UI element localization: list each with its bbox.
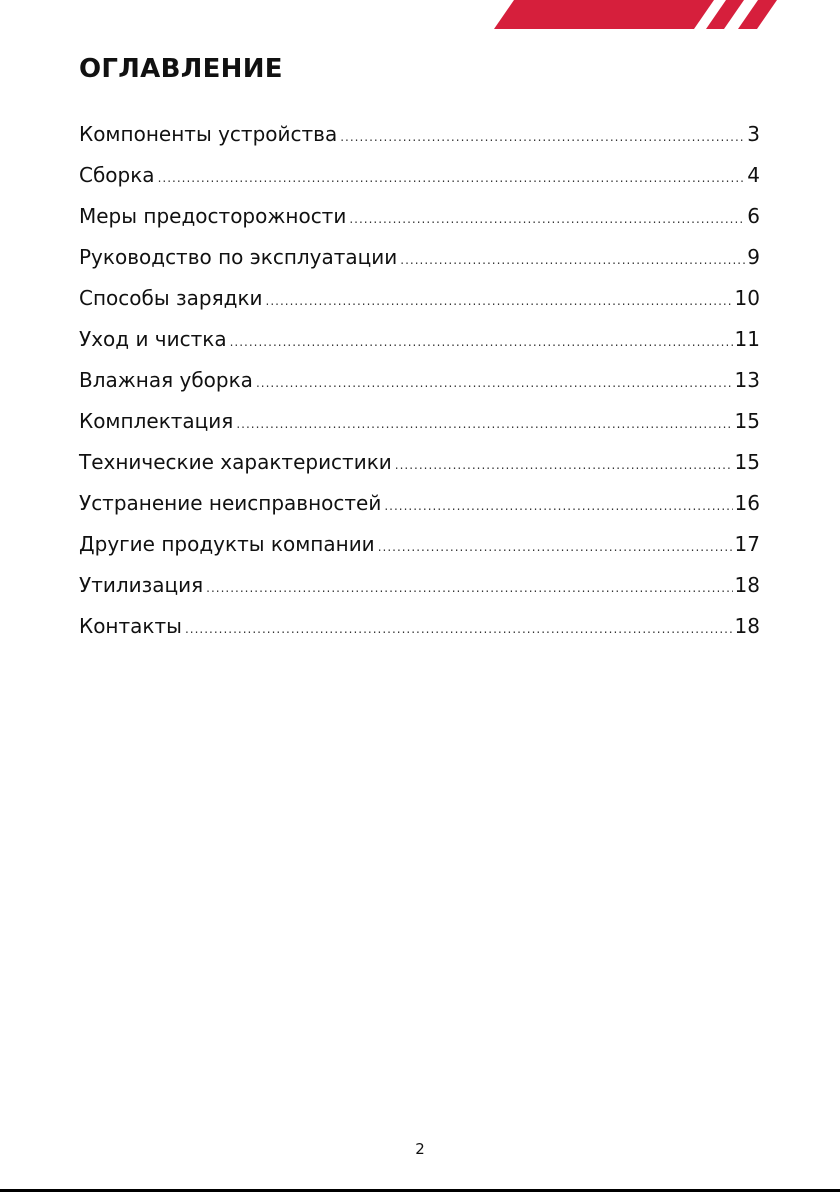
brand-stripe-middle xyxy=(706,0,744,29)
toc-dot-leader xyxy=(236,404,732,445)
toc-entry-title: Сборка xyxy=(79,163,155,187)
toc-dot-leader xyxy=(158,158,746,199)
toc-dot-leader xyxy=(400,240,745,281)
toc-entry[interactable] xyxy=(79,278,760,319)
toc-entry-page: 6 xyxy=(747,204,760,228)
toc-entry-title: Контакты xyxy=(79,614,182,638)
toc-dot-leader xyxy=(185,609,733,650)
toc-entry-page: 18 xyxy=(734,573,760,597)
toc-entry-page: 9 xyxy=(747,245,760,269)
toc-entry[interactable] xyxy=(79,360,760,401)
toc-dot-leader xyxy=(378,527,733,568)
toc-entry[interactable] xyxy=(79,196,760,237)
brand-stripe-large xyxy=(494,0,714,29)
page-title: ОГЛАВЛЕНИЕ xyxy=(79,54,283,84)
toc-entry-title: Комплектация xyxy=(79,409,234,433)
toc-entry[interactable] xyxy=(79,319,760,360)
toc-dot-leader xyxy=(266,281,733,322)
brand-stripes-decoration xyxy=(0,0,840,40)
toc-entry-title: Уход и чистка xyxy=(79,327,227,351)
toc-entry-title: Утилизация xyxy=(79,573,204,597)
toc-entry-title: Способы зарядки xyxy=(79,286,263,310)
toc-entry-page: 16 xyxy=(734,491,760,515)
toc-dot-leader xyxy=(256,363,733,404)
toc-entry[interactable] xyxy=(79,565,760,606)
toc-entry-title: Влажная уборка xyxy=(79,368,253,392)
toc-entry[interactable] xyxy=(79,606,760,647)
toc-entry[interactable] xyxy=(79,442,760,483)
toc-entry[interactable] xyxy=(79,114,760,155)
toc-dot-leader xyxy=(340,117,745,158)
toc-entry-page: 3 xyxy=(747,122,760,146)
toc-entry-page: 15 xyxy=(734,450,760,474)
toc-entry-title: Технические характеристики xyxy=(79,450,392,474)
toc-entry-page: 10 xyxy=(734,286,760,310)
toc-entry-title: Компоненты устройства xyxy=(79,122,338,146)
toc-entry-page: 17 xyxy=(734,532,760,556)
toc-entry-title: Другие продукты компании xyxy=(79,532,375,556)
table-of-contents xyxy=(79,114,760,647)
toc-entry-title: Меры предосторожности xyxy=(79,204,347,228)
toc-dot-leader xyxy=(395,445,733,486)
toc-entry-title: Руководство по эксплуатации xyxy=(79,245,398,269)
page-number: 2 xyxy=(415,1140,425,1158)
toc-entry-page: 11 xyxy=(734,327,760,351)
toc-entry[interactable] xyxy=(79,483,760,524)
toc-entry-page: 13 xyxy=(734,368,760,392)
toc-entry-page: 18 xyxy=(734,614,760,638)
toc-dot-leader xyxy=(230,322,733,363)
toc-dot-leader xyxy=(384,486,732,527)
toc-entry[interactable] xyxy=(79,237,760,278)
toc-dot-leader xyxy=(206,568,732,609)
toc-entry-title: Устранение неисправностей xyxy=(79,491,382,515)
toc-dot-leader xyxy=(349,199,745,240)
toc-entry[interactable] xyxy=(79,401,760,442)
toc-entry[interactable] xyxy=(79,155,760,196)
toc-entry-page: 15 xyxy=(734,409,760,433)
toc-entry[interactable] xyxy=(79,524,760,565)
brand-stripe-small xyxy=(738,0,777,29)
toc-entry-page: 4 xyxy=(747,163,760,187)
